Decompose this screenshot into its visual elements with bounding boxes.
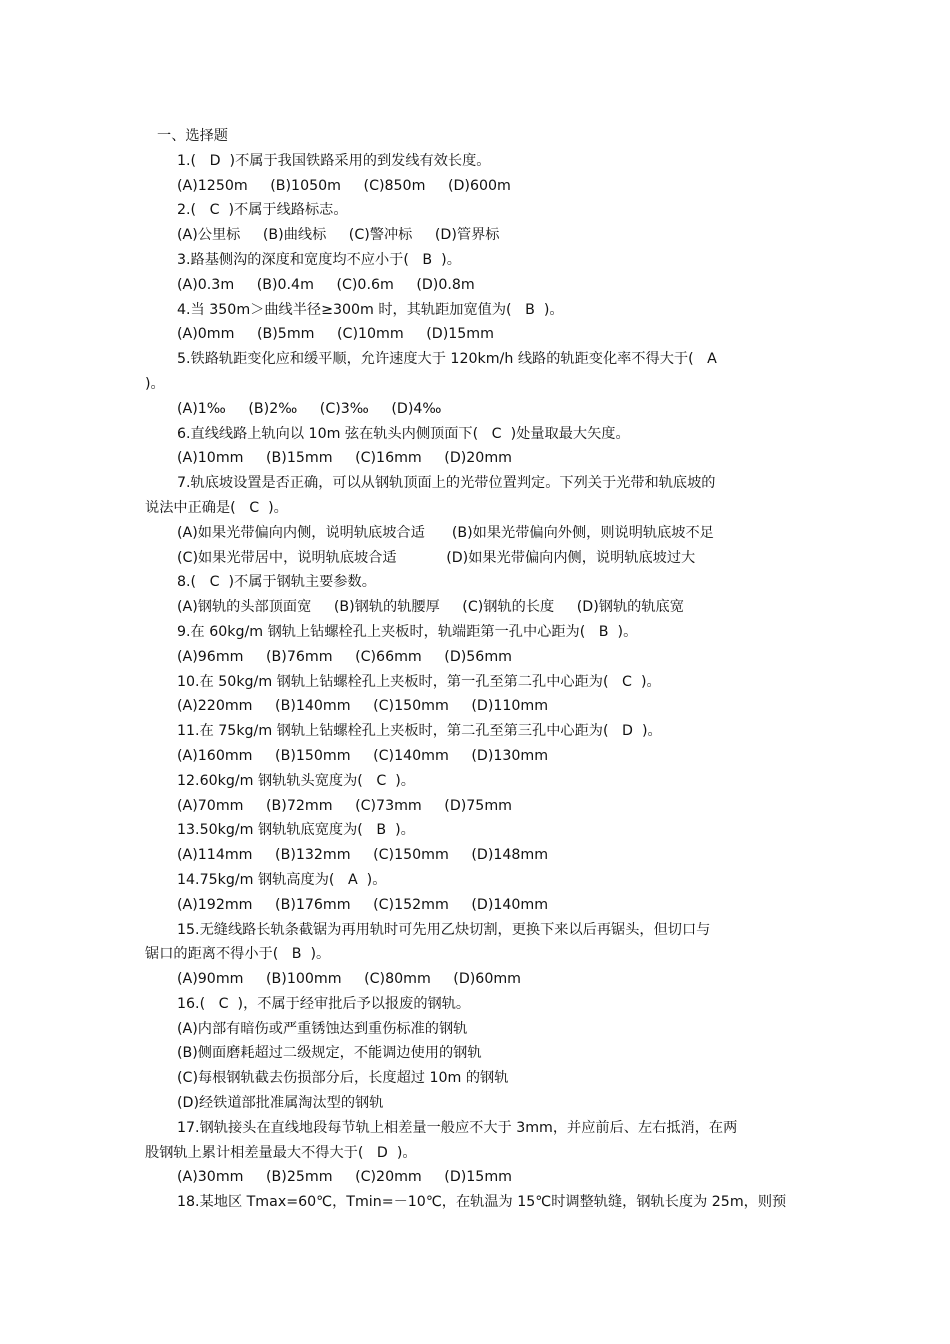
question-line: 10.在 50kg/m 钢轨上钻螺栓孔上夹板时，第一孔至第二孔中心距为( C )。: [177, 673, 661, 690]
continuation-line: 锯口的距离不得小于( B )。: [145, 946, 331, 963]
options-line: (A)内部有暗伤或严重锈蚀达到重伤标准的钢轨: [177, 1020, 468, 1037]
options-line: (A)114mm (B)132mm (C)150mm (D)148mm: [177, 847, 549, 864]
options-line: (A)90mm (B)100mm (C)80mm (D)60mm: [177, 971, 521, 988]
options-line: (A)192mm (B)176mm (C)152mm (D)140mm: [177, 896, 549, 913]
question-line: 2.( C )不属于线路标志。: [177, 202, 348, 219]
options-line: (A)10mm (B)15mm (C)16mm (D)20mm: [177, 450, 512, 467]
question-line: 18.某地区 Tmax=60℃，Tmin=－10℃，在轨温为 15℃时调整轨缝，钢轨长度为 25m，则预: [177, 1194, 787, 1211]
lines-container: [145, 149, 810, 1215]
options-line: (A)0mm (B)5mm (C)10mm (D)15mm: [177, 326, 494, 343]
options-line: (A)96mm (B)76mm (C)66mm (D)56mm: [177, 648, 512, 665]
options-line: (C)如果光带居中，说明轨底坡合适 (D)如果光带偏向内侧，说明轨底坡过大: [177, 549, 696, 566]
question-line: 3.路基侧沟的深度和宽度均不应小于( B )。: [177, 251, 461, 268]
continuation-line: 股钢轨上累计相差量最大不得大于( D )。: [145, 1144, 417, 1161]
options-line: (D)经铁道部批准属淘汰型的钢轨: [177, 1095, 384, 1112]
question-line: 16.( C )，不属于经审批后予以报废的钢轨。: [177, 995, 471, 1012]
question-line: 11.在 75kg/m 钢轨上钻螺栓孔上夹板时，第二孔至第三孔中心距为( D )。: [177, 723, 662, 740]
question-line: 13.50kg/m 钢轨轨底宽度为( B )。: [177, 822, 415, 839]
question-line: 9.在 60kg/m 钢轨上钻螺栓孔上夹板时，轨端距第一孔中心距为( B )。: [177, 623, 638, 640]
question-line: 6.直线线路上轨向以 10m 弦在轨头内侧顶面下( C )处量取最大矢度。: [177, 425, 630, 442]
options-line: (A)如果光带偏向内侧，说明轨底坡合适 (B)如果光带偏向外侧，则说明轨底坡不足: [177, 524, 714, 541]
question-line: 17.钢轨接头在直线地段每节轨上相差量一般应不大于 3mm，并应前后、左右抵消，在两: [177, 1119, 738, 1136]
question-line: 8.( C )不属于钢轨主要参数。: [177, 574, 376, 591]
question-line: 5.铁路轨距变化应和缓平顺，允许速度大于 120km/h 线路的轨距变化率不得大于( A: [177, 351, 717, 368]
options-line: (A)0.3m (B)0.4m (C)0.6m (D)0.8m: [177, 276, 475, 293]
question-line: 4.当 350m＞曲线半径≥300m 时，其轨距加宽值为( B )。: [177, 301, 564, 318]
question-list: [145, 124, 810, 1215]
options-line: (A)70mm (B)72mm (C)73mm (D)75mm: [177, 797, 512, 814]
question-line: 7.轨底坡设置是否正确，可以从钢轨顶面上的光带位置判定。下列关于光带和轨底坡的: [177, 475, 716, 492]
question-line: 14.75kg/m 钢轨高度为( A )。: [177, 871, 387, 888]
options-line: (A)220mm (B)140mm (C)150mm (D)110mm: [177, 698, 549, 715]
options-line: (A)160mm (B)150mm (C)140mm (D)130mm: [177, 747, 549, 764]
section-title: 一、选择题: [157, 128, 228, 144]
question-line: 12.60kg/m 钢轨轨头宽度为( C )。: [177, 772, 415, 789]
options-line: (A)1250m (B)1050m (C)850m (D)600m: [177, 177, 511, 194]
options-line: (A)1‰ (B)2‰ (C)3‰ (D)4‰: [177, 400, 442, 417]
continuation-line: 说法中正确是( C )。: [145, 499, 288, 516]
question-line: 15.无缝线路长轨条截锯为再用轨时可先用乙炔切割，更换下来以后再锯头，但切口与: [177, 921, 711, 938]
options-line: (A)公里标 (B)曲线标 (C)警冲标 (D)管界标: [177, 227, 500, 244]
options-line: (A)30mm (B)25mm (C)20mm (D)15mm: [177, 1169, 512, 1186]
continuation-line: )。: [145, 375, 165, 392]
options-line: (C)每根钢轨截去伤损部分后，长度超过 10m 的钢轨: [177, 1070, 509, 1087]
question-line: 1.( D )不属于我国铁路采用的到发线有效长度。: [177, 152, 491, 169]
options-line: (A)钢轨的头部顶面宽 (B)钢轨的轨腰厚 (C)钢轨的长度 (D)钢轨的轨底宽: [177, 599, 684, 616]
options-line: (B)侧面磨耗超过二级规定，不能调边使用的钢轨: [177, 1045, 482, 1062]
